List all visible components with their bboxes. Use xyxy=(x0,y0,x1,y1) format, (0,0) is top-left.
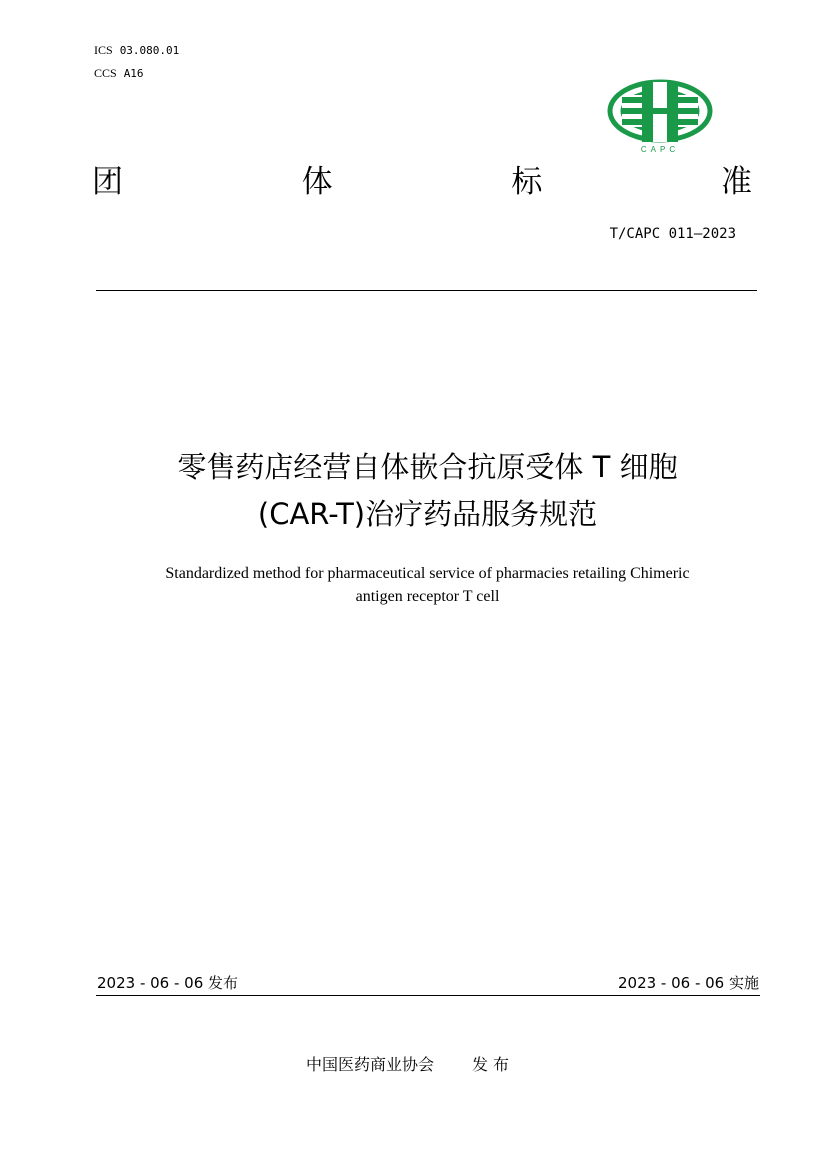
classification-codes xyxy=(94,39,179,85)
issuer-action: 发 布 xyxy=(471,1055,510,1074)
logo-text: CAPC xyxy=(640,145,680,154)
top-divider xyxy=(96,290,757,291)
banner-char-4: 准 xyxy=(720,163,752,200)
ics-label: ICS xyxy=(94,43,113,57)
ics-code xyxy=(94,39,179,62)
ccs-label: CCS xyxy=(94,66,117,80)
bottom-divider xyxy=(96,995,760,996)
chinese-title xyxy=(60,444,795,538)
english-title-line-2: antigen receptor T cell xyxy=(355,588,500,605)
issuer-line xyxy=(0,1052,815,1075)
issuer-name: 中国医药商业协会 xyxy=(305,1055,434,1074)
standard-number: T/CAPC 011—2023 xyxy=(609,226,736,242)
ccs-value: A16 xyxy=(123,67,144,80)
implementation-date: 2023 - 06 - 06 实施 xyxy=(617,974,759,992)
english-title xyxy=(60,562,795,608)
chinese-title-line-1: 零售药店经营自体嵌合抗原受体 T 细胞 xyxy=(177,450,678,484)
capc-logo xyxy=(605,78,715,156)
banner-char-1: 团 xyxy=(92,163,123,200)
publish-date: 2023 - 06 - 06 发布 xyxy=(97,974,239,992)
english-title-line-1: Standardized method for pharmaceutical service of pharmacies retailing Chimeric xyxy=(165,565,690,582)
chinese-title-line-2: (CAR-T)治疗药品服务规范 xyxy=(257,497,598,531)
standard-type-banner xyxy=(92,158,752,198)
ics-value: 03.080.01 xyxy=(119,44,180,57)
banner-char-3: 标 xyxy=(511,163,543,200)
banner-char-2: 体 xyxy=(301,163,333,200)
ccs-code xyxy=(94,62,179,85)
